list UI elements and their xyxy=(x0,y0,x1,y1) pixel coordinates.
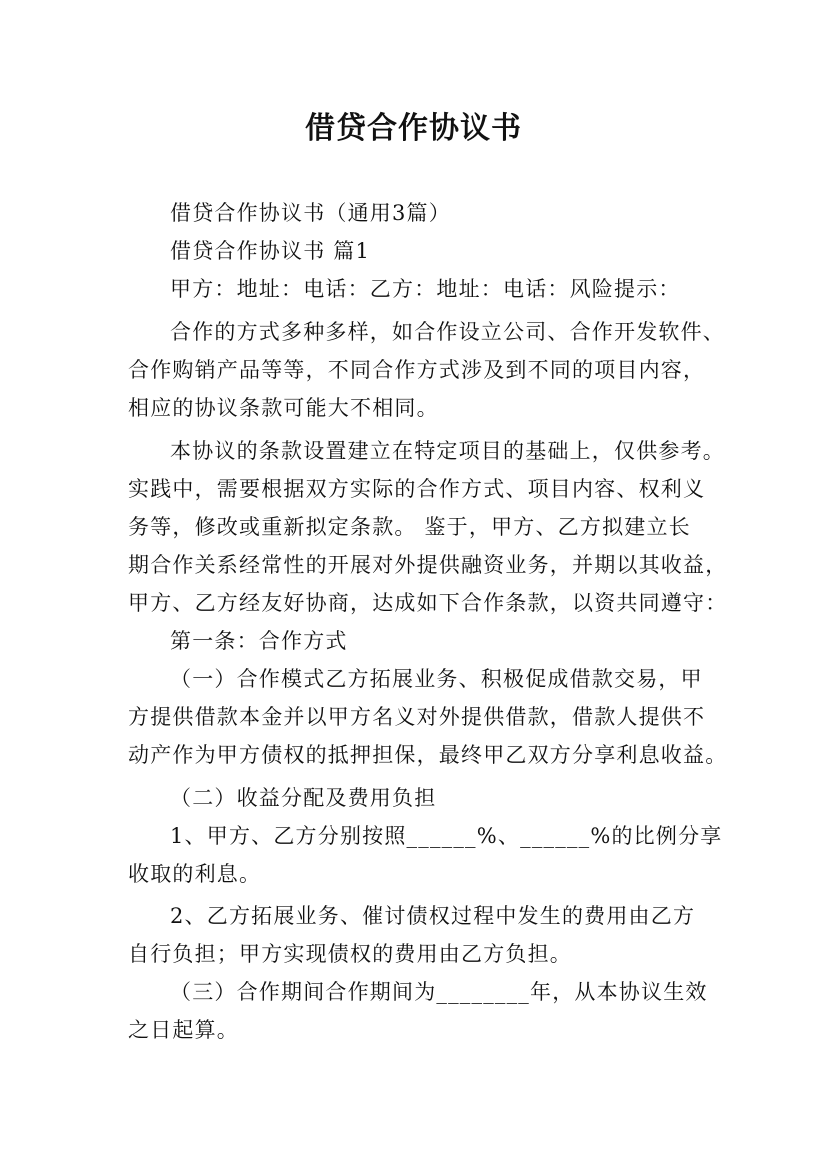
paragraph-line: 2、乙方拓展业务、催讨债权过程中发生的费用由乙方 xyxy=(170,904,696,928)
section-heading: 借贷合作协议书 篇1 xyxy=(170,239,371,263)
paragraph-line: 自行负担；甲方实现债权的费用由乙方负担。 xyxy=(128,942,572,966)
paragraph-line: 本协议的条款设置建立在特定项目的基础上，仅供参考。 xyxy=(170,439,725,463)
paragraph-line: （三）合作期间合作期间为________年，从本协议生效 xyxy=(170,980,708,1004)
clause-heading: （二）收益分配及费用负担 xyxy=(170,786,437,810)
paragraph-line: 期合作关系经常性的开展对外提供融资业务，并期以其收益， xyxy=(128,553,728,577)
paragraph-line: （一）合作模式乙方拓展业务、积极促成借款交易，甲 xyxy=(170,667,703,691)
paragraph-line: 甲方、乙方经友好协商，达成如下合作条款，以资共同遵守： xyxy=(128,591,728,615)
paragraph-line: 务等，修改或重新拟定条款。 鉴于，甲方、乙方拟建立长 xyxy=(128,515,691,539)
parties-line: 甲方：地址：电话：乙方：地址：电话：风险提示： xyxy=(170,277,681,301)
paragraph-line: 合作的方式多种多样，如合作设立公司、合作开发软件、 xyxy=(170,320,725,344)
paragraph-line: 动产作为甲方债权的抵押担保，最终甲乙双方分享利息收益。 xyxy=(128,743,728,767)
paragraph-line: 收取的利息。 xyxy=(128,862,262,886)
paragraph-line: 实践中，需要根据双方实际的合作方式、项目内容、权利义 xyxy=(128,477,706,501)
document-title: 借贷合作协议书 xyxy=(305,111,522,146)
paragraph-line: 相应的协议条款可能大不相同。 xyxy=(128,396,439,420)
paragraph-line: 1、甲方、乙方分别按照______%、______%的比例分享 xyxy=(170,824,723,848)
paragraph-line: 之日起算。 xyxy=(128,1018,239,1042)
subtitle: 借贷合作协议书（通用3篇） xyxy=(170,201,451,225)
paragraph-line: 合作购销产品等等，不同合作方式涉及到不同的项目内容， xyxy=(128,358,706,382)
article-heading: 第一条：合作方式 xyxy=(170,629,348,653)
paragraph-line: 方提供借款本金并以甲方名义对外提供借款，借款人提供不 xyxy=(128,705,706,729)
